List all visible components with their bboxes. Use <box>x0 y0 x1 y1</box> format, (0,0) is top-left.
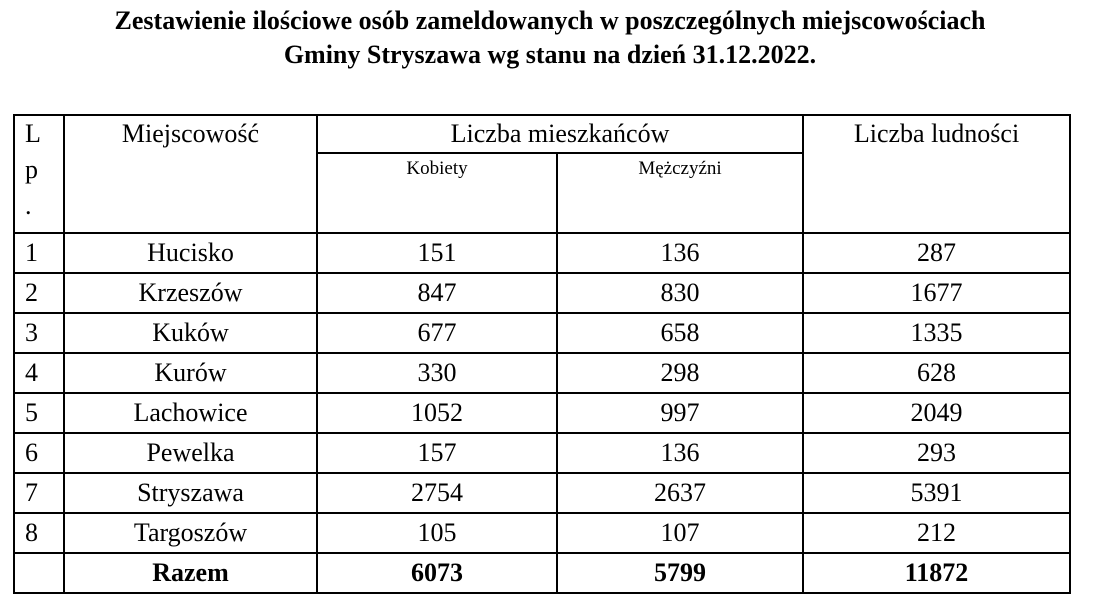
cell-women: 105 <box>317 513 557 553</box>
cell-lp: 4 <box>14 353 64 393</box>
cell-men: 107 <box>557 513 803 553</box>
header-lp-char: . <box>25 191 32 220</box>
header-lp-char: p <box>25 155 38 184</box>
summary-total: 11872 <box>803 553 1070 593</box>
cell-men: 997 <box>557 393 803 433</box>
summary-men: 5799 <box>557 553 803 593</box>
cell-lp: 5 <box>14 393 64 433</box>
cell-men: 658 <box>557 313 803 353</box>
title-line-2: Gminy Stryszawa wg stanu na dzień 31.12.2022. <box>283 40 817 69</box>
cell-women: 2754 <box>317 473 557 513</box>
header-lp-char: L <box>25 119 41 148</box>
cell-women: 157 <box>317 433 557 473</box>
cell-total: 628 <box>803 353 1070 393</box>
cell-lp: 8 <box>14 513 64 553</box>
cell-women: 677 <box>317 313 557 353</box>
cell-total: 2049 <box>803 393 1070 433</box>
table-row <box>14 473 1070 513</box>
cell-men: 298 <box>557 353 803 393</box>
cell-total: 212 <box>803 513 1070 553</box>
table-row <box>14 313 1070 353</box>
table-row <box>14 353 1070 393</box>
population-table <box>13 114 1071 594</box>
table-row <box>14 233 1070 273</box>
cell-lp: 7 <box>14 473 64 513</box>
header-women: Kobiety <box>317 153 557 233</box>
cell-total: 1677 <box>803 273 1070 313</box>
summary-women: 6073 <box>317 553 557 593</box>
cell-place: Stryszawa <box>64 473 317 513</box>
cell-place: Hucisko <box>64 233 317 273</box>
cell-place: Kuków <box>64 313 317 353</box>
cell-men: 830 <box>557 273 803 313</box>
cell-place: Targoszów <box>64 513 317 553</box>
title-line-1: Zestawienie ilościowe osób zameldowanych w poszczególnych miejscowościach <box>114 6 986 35</box>
cell-total: 1335 <box>803 313 1070 353</box>
cell-total: 293 <box>803 433 1070 473</box>
document-title <box>0 4 1100 72</box>
cell-men: 136 <box>557 433 803 473</box>
cell-place: Pewelka <box>64 433 317 473</box>
cell-men: 136 <box>557 233 803 273</box>
header-row <box>14 115 1070 153</box>
header-lp <box>14 115 64 233</box>
table-row <box>14 513 1070 553</box>
cell-women: 151 <box>317 233 557 273</box>
header-residents: Liczba mieszkańców <box>317 115 803 153</box>
table-row <box>14 433 1070 473</box>
cell-total: 287 <box>803 233 1070 273</box>
header-place: Miejscowość <box>64 115 317 233</box>
header-population: Liczba ludności <box>803 115 1070 233</box>
cell-women: 1052 <box>317 393 557 433</box>
table-row <box>14 273 1070 313</box>
summary-row <box>14 553 1070 593</box>
cell-women: 330 <box>317 353 557 393</box>
cell-total: 5391 <box>803 473 1070 513</box>
header-men: Mężczyźni <box>557 153 803 233</box>
cell-lp: 1 <box>14 233 64 273</box>
cell-lp-empty <box>14 553 64 593</box>
cell-lp: 3 <box>14 313 64 353</box>
table-row <box>14 393 1070 433</box>
cell-women: 847 <box>317 273 557 313</box>
summary-label: Razem <box>64 553 317 593</box>
cell-lp: 2 <box>14 273 64 313</box>
cell-place: Krzeszów <box>64 273 317 313</box>
cell-place: Lachowice <box>64 393 317 433</box>
cell-men: 2637 <box>557 473 803 513</box>
cell-lp: 6 <box>14 433 64 473</box>
cell-place: Kurów <box>64 353 317 393</box>
